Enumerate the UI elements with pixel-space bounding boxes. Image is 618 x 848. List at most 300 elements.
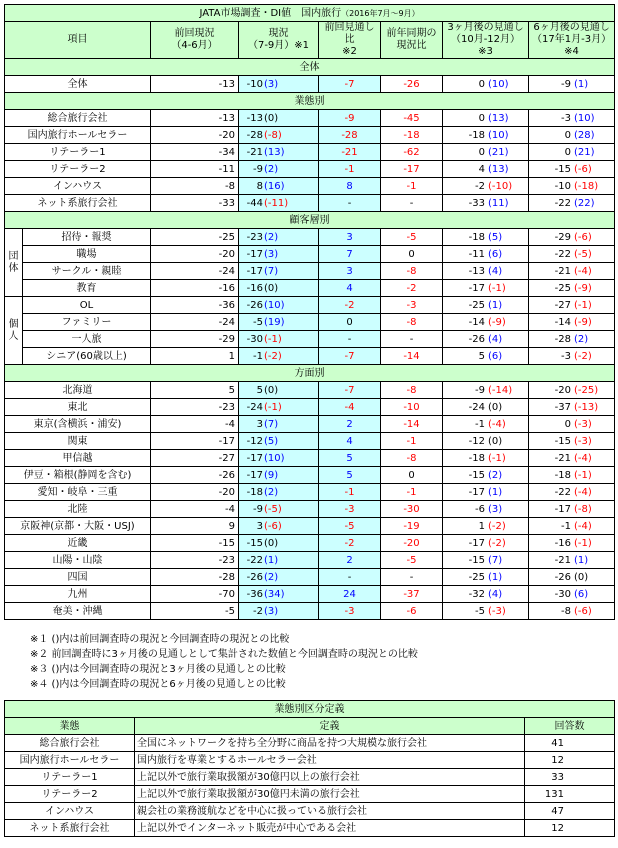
current-cell [239,161,319,178]
forecast-3m-value: -13 [468,265,485,277]
current-value: -17 [246,265,263,277]
yoy-cell: -26 [381,76,443,93]
forecast-6m-cell [529,467,615,484]
section-header-row [5,365,615,382]
yoy-cell: -20 [381,535,443,552]
row-label: 職場 [23,246,151,263]
yoy-cell: -8 [381,382,443,399]
current-diff: (0) [264,112,279,124]
header-prev-current: 前回現況 （4-6月） [151,22,239,59]
forecast-6m-diff: (-1) [574,299,592,311]
forecast-6m-cell [529,552,615,569]
forecast-6m-diff: (-3) [574,418,592,430]
table-row [5,416,615,433]
forecast-6m-cell [529,161,615,178]
forecast-3m-diff: (6) [488,350,503,362]
forecast-6m-value: -16 [554,537,571,549]
prev-current-cell: -13 [151,110,239,127]
row-label: ファミリー [23,314,151,331]
table-row [5,603,615,620]
forecast-6m-cell [529,178,615,195]
forecast-6m-cell [529,569,615,586]
section-header-row [5,59,615,76]
current-diff: (5) [264,435,279,447]
def-type: 総合旅行会社 [5,735,135,752]
definition-row [5,820,615,837]
forecast-3m-value: -5 [475,605,485,617]
forecast-6m-cell [529,433,615,450]
yoy-cell: -17 [381,161,443,178]
header-forecast-6m: 6ヶ月後の見通し （17年1月-3月） ※4 [529,22,615,59]
footnote: ※２ 前回調査時に3ヶ月後の見通しとして集計された数値と今回調査時の現況との比較 [30,649,418,660]
forecast-6m-value: -8 [561,605,571,617]
prev-forecast-cell: -1 [319,161,381,178]
forecast-6m-diff: (-5) [574,248,592,260]
forecast-6m-diff: (-6) [574,163,592,175]
current-value: -10 [246,78,263,90]
table-row [5,195,615,212]
table-row [5,229,615,246]
current-cell [239,110,319,127]
current-value: -23 [246,231,263,243]
forecast-6m-diff: (-2) [574,350,592,362]
table-row [5,110,615,127]
row-label: 甲信越 [5,450,151,467]
prev-current-cell: -29 [151,331,239,348]
row-label: サークル・親睦 [23,263,151,280]
forecast-3m-cell [443,433,529,450]
forecast-3m-diff: (2) [488,469,503,481]
forecast-6m-value: -22 [554,248,571,260]
forecast-6m-cell [529,331,615,348]
current-value: 5 [256,384,263,396]
forecast-3m-diff: (11) [488,197,509,209]
table-row [5,484,615,501]
prev-forecast-cell: -7 [319,348,381,365]
prev-current-cell: -13 [151,76,239,93]
row-label: 東京(含横浜・浦安) [5,416,151,433]
forecast-6m-diff: (28) [574,129,595,141]
forecast-3m-cell [443,552,529,569]
table-row [5,382,615,399]
forecast-6m-value: -37 [554,401,571,413]
forecast-6m-cell [529,280,615,297]
forecast-6m-cell [529,229,615,246]
yoy-cell: -45 [381,110,443,127]
table-row [5,467,615,484]
current-cell [239,433,319,450]
current-value: 8 [256,180,263,192]
current-diff: (0) [264,537,279,549]
current-cell [239,586,319,603]
forecast-3m-cell [443,161,529,178]
footnote: ※４ ()内は今回調査時の現況と6ヶ月後の見通しとの比較 [30,679,286,690]
row-label: 北海道 [5,382,151,399]
current-value: -15 [246,537,263,549]
row-label: シニア(60歳以上) [23,348,151,365]
prev-current-cell: -11 [151,161,239,178]
current-cell [239,501,319,518]
forecast-6m-value: -20 [554,384,571,396]
prev-current-cell: -17 [151,433,239,450]
forecast-6m-diff: (-6) [574,605,592,617]
footnote: ※３ ()内は今回調査時の現況と3ヶ月後の見通しとの比較 [30,664,286,675]
forecast-6m-diff: (-1) [574,537,592,549]
current-value: -30 [246,333,263,345]
forecast-6m-value: -14 [554,316,571,328]
forecast-3m-value: 0 [478,112,485,124]
current-value: 3 [256,418,263,430]
forecast-6m-cell [529,297,615,314]
prev-forecast-cell: 3 [319,229,381,246]
forecast-3m-diff: (-1) [488,452,506,464]
forecast-6m-diff: (-18) [574,180,599,192]
forecast-6m-cell [529,76,615,93]
current-cell [239,246,319,263]
forecast-3m-value: 5 [478,350,485,362]
forecast-6m-cell [529,603,615,620]
prev-forecast-cell: 2 [319,416,381,433]
forecast-3m-value: -15 [468,554,485,566]
definition-row [5,803,615,820]
prev-current-cell: -23 [151,552,239,569]
forecast-6m-value: -3 [561,112,571,124]
forecast-6m-cell [529,518,615,535]
current-value: -26 [246,571,263,583]
def-type: 国内旅行ホールセラー [5,752,135,769]
forecast-3m-value: -12 [468,435,485,447]
forecast-3m-cell [443,467,529,484]
forecast-6m-value: -21 [554,452,571,464]
forecast-3m-diff: (-3) [488,605,506,617]
def-type: インハウス [5,803,135,820]
prev-current-cell: -25 [151,229,239,246]
current-cell [239,518,319,535]
forecast-3m-cell [443,280,529,297]
forecast-3m-cell [443,314,529,331]
forecast-3m-value: -17 [468,537,485,549]
row-label: 奄美・沖縄 [5,603,151,620]
table-row [5,518,615,535]
yoy-cell: -30 [381,501,443,518]
forecast-3m-cell [443,501,529,518]
table-row [5,178,615,195]
forecast-6m-value: -28 [554,333,571,345]
forecast-3m-value: -25 [468,299,485,311]
forecast-3m-cell [443,76,529,93]
prev-current-cell: -23 [151,399,239,416]
current-diff: (7) [264,265,279,277]
prev-current-cell: -24 [151,263,239,280]
definition-title-row [5,701,615,718]
yoy-cell: - [381,195,443,212]
forecast-6m-cell [529,501,615,518]
row-label: リテーラー1 [5,144,151,161]
current-cell [239,297,319,314]
def-text: 上記以外で旅行業取扱額が30億円以上の旅行会社 [135,769,525,786]
forecast-6m-value: -22 [554,486,571,498]
forecast-3m-value: -15 [468,469,485,481]
yoy-cell: -5 [381,229,443,246]
current-cell [239,382,319,399]
prev-current-cell: -5 [151,603,239,620]
prev-current-cell: -33 [151,195,239,212]
forecast-6m-value: -10 [554,180,571,192]
forecast-6m-diff: (10) [574,112,595,124]
forecast-3m-diff: (3) [488,503,503,515]
current-value: -17 [246,469,263,481]
def-header-type: 業態 [5,718,135,735]
def-text: 親会社の業務渡航などを中心に扱っている旅行会社 [135,803,525,820]
forecast-3m-cell [443,586,529,603]
forecast-6m-value: 0 [564,129,571,141]
definition-table [4,700,615,837]
forecast-3m-cell [443,416,529,433]
current-cell [239,314,319,331]
forecast-6m-value: -9 [561,78,571,90]
section-header-row [5,212,615,229]
table-row [5,552,615,569]
definition-title: 業態別区分定義 [5,701,615,718]
group-label-kojin: 個 人 [5,297,23,365]
table-row [5,501,615,518]
current-value: -17 [246,452,263,464]
def-type: リテーラー2 [5,786,135,803]
forecast-3m-diff: (4) [488,333,503,345]
forecast-3m-cell [443,569,529,586]
current-diff: (19) [264,316,285,328]
forecast-6m-diff: (22) [574,197,595,209]
forecast-6m-diff: (21) [574,146,595,158]
current-value: -18 [246,486,263,498]
forecast-6m-diff: (-3) [574,435,592,447]
forecast-6m-cell [529,450,615,467]
current-diff: (16) [264,180,285,192]
row-label: 伊豆・箱根(静岡を含む) [5,467,151,484]
current-value: 3 [256,520,263,532]
section-label: 方面別 [5,365,615,382]
forecast-6m-cell [529,399,615,416]
prev-forecast-cell: 7 [319,246,381,263]
forecast-6m-value: -21 [554,265,571,277]
forecast-3m-diff: (13) [488,163,509,175]
prev-current-cell: -15 [151,535,239,552]
forecast-3m-value: -2 [475,180,485,192]
prev-forecast-cell: 0 [319,314,381,331]
forecast-3m-value: -33 [468,197,485,209]
table-row [5,331,615,348]
def-type: ネット系旅行会社 [5,820,135,837]
forecast-6m-cell [529,110,615,127]
definition-row [5,769,615,786]
forecast-6m-diff: (-4) [574,265,592,277]
yoy-cell: -19 [381,518,443,535]
forecast-6m-diff: (-8) [574,503,592,515]
prev-forecast-cell: 4 [319,280,381,297]
forecast-6m-value: -3 [561,350,571,362]
forecast-3m-diff: (21) [488,146,509,158]
table-row [5,399,615,416]
current-cell [239,484,319,501]
row-label: 東北 [5,399,151,416]
current-diff: (10) [264,299,285,311]
current-diff: (13) [264,146,285,158]
prev-forecast-cell: -5 [319,518,381,535]
forecast-3m-value: -26 [468,333,485,345]
current-diff: (9) [264,469,279,481]
prev-forecast-cell: 5 [319,450,381,467]
row-label: 国内旅行ホールセラー [5,127,151,144]
table-row [5,433,615,450]
forecast-3m-value: 4 [478,163,485,175]
current-cell [239,552,319,569]
forecast-6m-cell [529,535,615,552]
forecast-6m-value: -15 [554,163,571,175]
forecast-3m-cell [443,229,529,246]
forecast-6m-value: -25 [554,282,571,294]
forecast-3m-value: 0 [478,146,485,158]
row-label: 四国 [5,569,151,586]
forecast-6m-value: -27 [554,299,571,311]
prev-forecast-cell: 2 [319,552,381,569]
table-row [5,297,615,314]
current-diff: (3) [264,605,279,617]
forecast-3m-cell [443,246,529,263]
current-diff: (0) [264,384,279,396]
current-value: -36 [246,588,263,600]
prev-forecast-cell: 8 [319,178,381,195]
current-value: -5 [253,316,263,328]
current-diff: (34) [264,588,285,600]
forecast-6m-cell [529,586,615,603]
forecast-3m-value: 1 [478,520,485,532]
row-label: 北陸 [5,501,151,518]
row-label: 山陽・山陰 [5,552,151,569]
yoy-cell: -14 [381,348,443,365]
forecast-6m-cell [529,195,615,212]
yoy-cell: 0 [381,246,443,263]
forecast-6m-diff: (0) [574,571,589,583]
yoy-cell: -18 [381,127,443,144]
forecast-6m-diff: (-6) [574,231,592,243]
forecast-3m-cell [443,450,529,467]
forecast-3m-diff: (-10) [488,180,513,192]
def-count: 12 [525,752,615,769]
def-count: 47 [525,803,615,820]
header-current: 現況 （7-9月）※1 [239,22,319,59]
forecast-3m-cell [443,127,529,144]
forecast-3m-value: -17 [468,486,485,498]
forecast-3m-cell [443,348,529,365]
prev-current-cell: -24 [151,314,239,331]
current-diff: (-8) [264,129,282,141]
forecast-6m-value: -15 [554,435,571,447]
table-row [5,450,615,467]
table-row [5,535,615,552]
def-count: 41 [525,735,615,752]
forecast-3m-value: -9 [475,384,485,396]
footnote: ※１ ()内は前回調査時の現況と今回調査時の現況との比較 [30,634,290,645]
prev-forecast-cell: -3 [319,501,381,518]
header-item: 項目 [5,22,151,59]
prev-forecast-cell: -9 [319,110,381,127]
prev-forecast-cell: 3 [319,263,381,280]
prev-current-cell: -28 [151,569,239,586]
current-diff: (-5) [264,503,282,515]
forecast-6m-diff: (-25) [574,384,599,396]
current-cell [239,263,319,280]
prev-forecast-cell: -2 [319,535,381,552]
prev-current-cell: -26 [151,467,239,484]
forecast-6m-cell [529,348,615,365]
current-value: -1 [253,350,263,362]
current-cell [239,178,319,195]
yoy-cell: -10 [381,399,443,416]
current-diff: (1) [264,554,279,566]
forecast-3m-cell [443,382,529,399]
column-header-row [5,22,615,59]
forecast-6m-value: 0 [564,418,571,430]
forecast-6m-cell [529,484,615,501]
table-title-row [5,5,615,22]
header-prev-forecast: 前回見通し比 ※2 [319,22,381,59]
current-cell [239,348,319,365]
forecast-3m-cell [443,518,529,535]
prev-current-cell: -8 [151,178,239,195]
prev-current-cell: -4 [151,501,239,518]
table-row [5,161,615,178]
current-diff: (-11) [264,197,289,209]
forecast-3m-value: -14 [468,316,485,328]
current-value: -44 [246,197,263,209]
row-label: インハウス [5,178,151,195]
current-cell [239,467,319,484]
current-value: -2 [253,605,263,617]
table-row [5,76,615,93]
forecast-3m-diff: (-9) [488,316,506,328]
yoy-cell: -2 [381,280,443,297]
prev-current-cell: -36 [151,297,239,314]
current-cell [239,569,319,586]
forecast-3m-value: 0 [478,78,485,90]
table-row [5,586,615,603]
prev-current-cell: 1 [151,348,239,365]
forecast-3m-cell [443,331,529,348]
row-label: 愛知・岐阜・三重 [5,484,151,501]
def-count: 33 [525,769,615,786]
current-diff: (2) [264,571,279,583]
current-diff: (-1) [264,401,282,413]
forecast-3m-value: -18 [468,231,485,243]
forecast-3m-diff: (4) [488,588,503,600]
current-value: -12 [246,435,263,447]
section-label: 全体 [5,59,615,76]
yoy-cell: -5 [381,552,443,569]
prev-forecast-cell: -7 [319,382,381,399]
row-label: OL [23,297,151,314]
yoy-cell: -62 [381,144,443,161]
prev-forecast-cell: -7 [319,76,381,93]
current-cell [239,416,319,433]
yoy-cell: - [381,569,443,586]
current-value: -21 [246,146,263,158]
row-label: ネット系旅行会社 [5,195,151,212]
def-type: リテーラー1 [5,769,135,786]
forecast-3m-value: -17 [468,282,485,294]
header-forecast-3m: 3ヶ月後の見通し （10月-12月） ※3 [443,22,529,59]
prev-forecast-cell: -4 [319,399,381,416]
forecast-3m-value: -1 [475,418,485,430]
